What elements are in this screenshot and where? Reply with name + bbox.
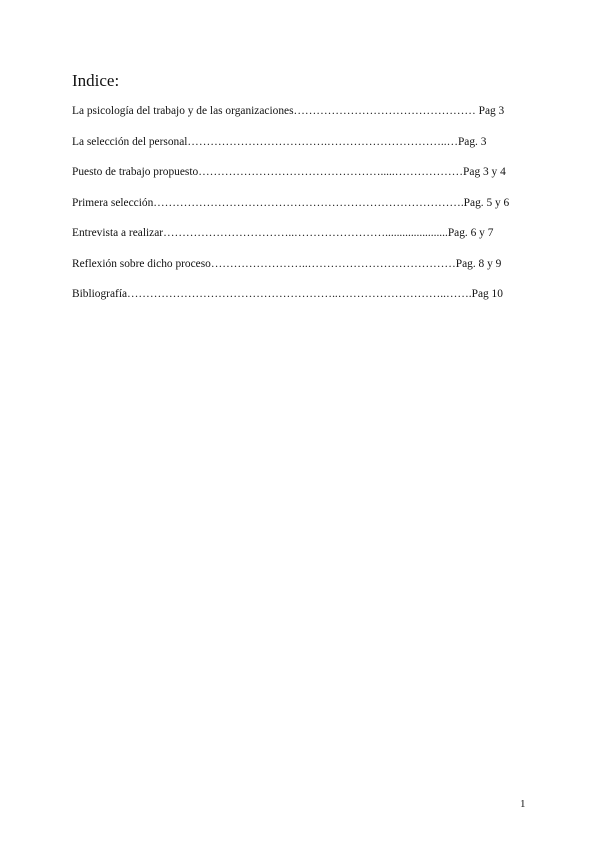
toc-entry-reflexion: Reflexión sobre dicho proceso……………………..…………………………………Pag. 8 y 9: [72, 257, 502, 270]
toc-title: Indice:: [72, 71, 120, 90]
toc-entry-entrevista: Entrevista a realizar……………………………..……………………......................Pag. 6 y 7: [72, 227, 494, 239]
toc-entry-primera-seleccion: Primera selección……………………………………………………………………….Pag. 5 y 6: [72, 196, 510, 209]
toc-entry-bibliografia: Bibliografía………………………………………………..………………………..…….Pag 10: [72, 288, 503, 300]
table-of-contents: [72, 104, 532, 318]
toc-entry-seleccion-personal: La selección del personal……………………………….…………………………..…Pag. 3: [72, 135, 487, 148]
page-number: 1: [520, 798, 526, 810]
toc-entry-psicologia: La psicología del trabajo y de las organizaciones………………………………………… Pag 3: [72, 105, 505, 117]
toc-entry-puesto-trabajo: Puesto de trabajo propuesto………………………………………….....………………Pag 3 y 4: [72, 166, 506, 178]
